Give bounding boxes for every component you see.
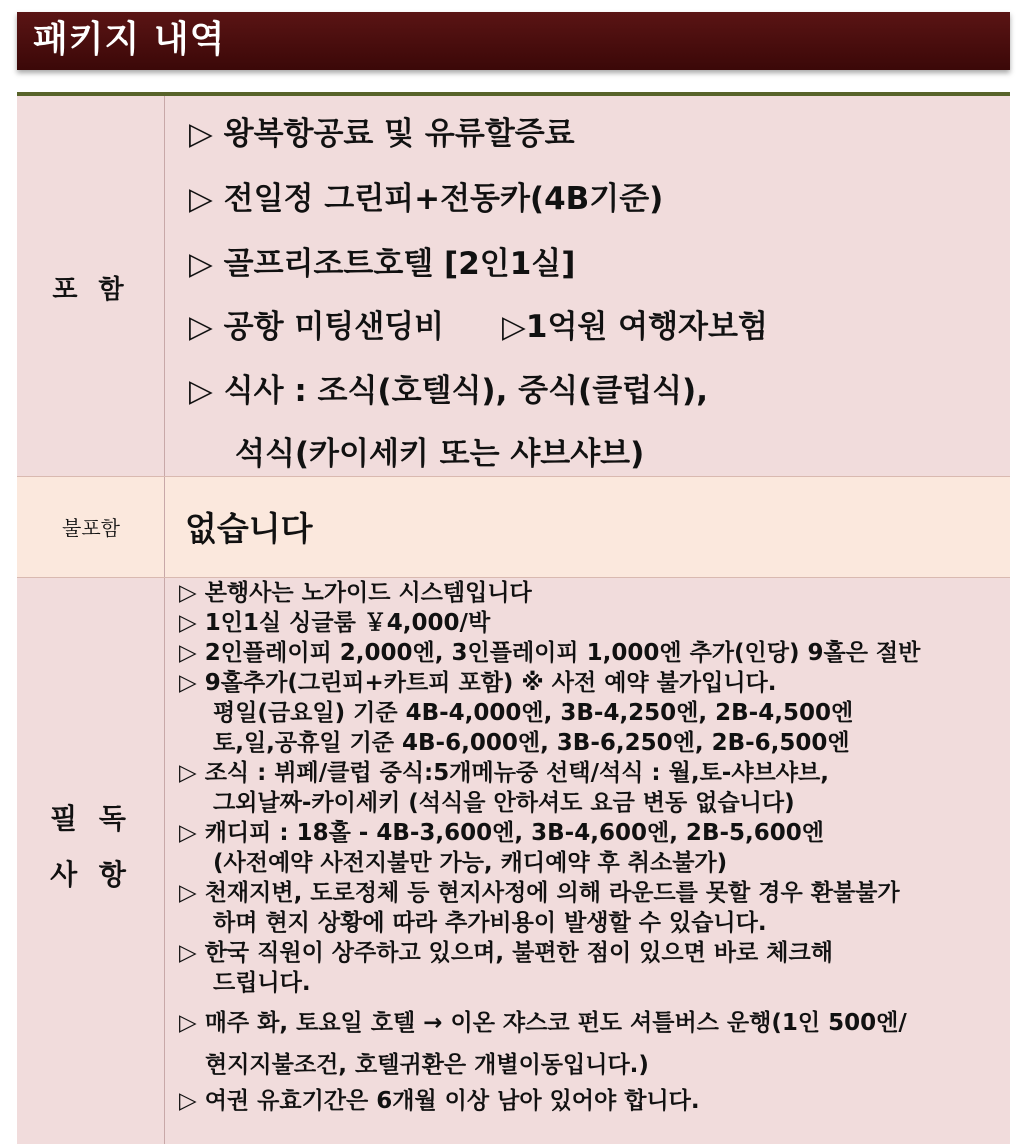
included-item: ▷ 골프리조트호텔 [2인1실] (189, 246, 576, 282)
notice-line: ▷ 여권 유효기간은 6개월 이상 남아 있어야 합니다. (179, 1088, 700, 1114)
included-item-continuation: 석식(카이세키 또는 샤브샤브) (235, 436, 645, 472)
notice-line-continuation: (사전예약 사전지불만 가능, 캐디예약 후 취소불가) (213, 850, 728, 876)
notice-line: ▷ 조식 : 뷔페/클럽 중식:5개메뉴중 선택/석식 : 월,토-샤브샤브, (179, 760, 829, 786)
excluded-text: 없습니다 (185, 509, 313, 548)
notice-line-continuation: 토,일,공휴일 기준 4B-6,000엔, 3B-6,250엔, 2B-6,500엔 (213, 730, 850, 756)
included-label-cell (17, 96, 165, 476)
excluded-content (165, 477, 1010, 577)
included-content (165, 96, 1010, 476)
must-read-content (165, 578, 1010, 1144)
included-row (17, 96, 1010, 476)
excluded-label-cell (17, 477, 165, 577)
included-label: 포 함 (52, 275, 130, 305)
notice-line: ▷ 본행사는 노가이드 시스템입니다 (179, 580, 532, 606)
notice-line-continuation: 평일(금요일) 기준 4B-4,000엔, 3B-4,250엔, 2B-4,500엔 (213, 700, 854, 726)
must-read-label-line: 필 독 (50, 802, 132, 835)
must-read-label-line: 사 항 (50, 858, 132, 891)
package-table (17, 96, 1010, 1144)
must-read-label (17, 791, 165, 903)
notice-line: ▷ 한국 직원이 상주하고 있으며, 불편한 점이 있으면 바로 체크해 (179, 940, 833, 966)
must-read-label-cell (17, 578, 165, 1144)
included-item: ▷ 전일정 그린피+전동카(4B기준) (189, 181, 664, 217)
included-item: ▷1억원 여행자보험 (502, 309, 768, 345)
notice-line-continuation: 드립니다. (213, 970, 311, 996)
notice-line: ▷ 캐디피 : 18홀 - 4B-3,600엔, 3B-4,600엔, 2B-5,600엔 (179, 820, 824, 846)
included-item-pair (189, 307, 768, 347)
notice-line: ▷ 매주 화, 토요일 호텔 → 이온 쟈스코 펀도 셔틀버스 운행(1인 500엔/ (179, 1010, 907, 1036)
notice-line-continuation: 하며 현지 상황에 따라 추가비용이 발생할 수 있습니다. (213, 910, 767, 936)
section-header (17, 12, 1010, 70)
section-title: 패키지 내역 (33, 19, 226, 60)
excluded-label: 불포함 (62, 516, 120, 540)
included-item: ▷ 식사 : 조식(호텔식), 중식(클럽식), (189, 373, 708, 409)
notice-line: ▷ 1인1실 싱글룸 ￥4,000/박 (179, 610, 491, 636)
included-item: ▷ 왕복항공료 및 유류할증료 (189, 116, 575, 152)
excluded-row (17, 476, 1010, 578)
included-item: ▷ 공항 미팅샌딩비 (189, 309, 445, 345)
notice-line: ▷ 9홀추가(그린피+카트피 포함) ※ 사전 예약 불가입니다. (179, 670, 777, 696)
notice-line: ▷ 2인플레이피 2,000엔, 3인플레이피 1,000엔 추가(인당) 9홀은 절반 (179, 640, 921, 666)
notice-line-continuation: 현지지불조건, 호텔귀환은 개별이동입니다.) (205, 1052, 649, 1078)
notice-line: ▷ 천재지변, 도로정체 등 현지사정에 의해 라운드를 못할 경우 환불불가 (179, 880, 900, 906)
notice-line-continuation: 그외날짜-카이세키 (석식을 안하셔도 요금 변동 없습니다) (213, 790, 795, 816)
must-read-row (17, 578, 1010, 1144)
